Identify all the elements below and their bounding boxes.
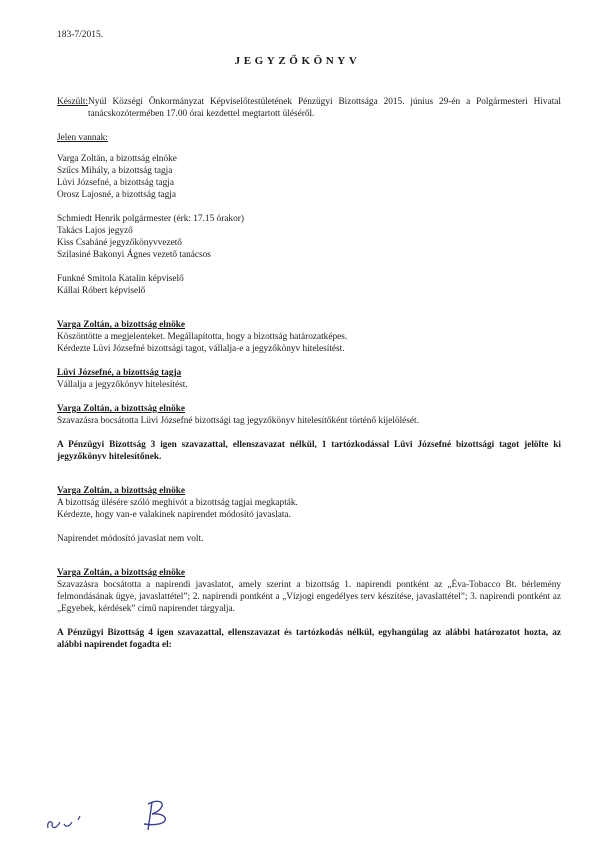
present-heading: Jelen vannak: bbox=[57, 133, 108, 143]
member-line: Szűcs Mihály, a bizottság tagja bbox=[57, 166, 173, 176]
agenda-note: Napirendet módosító javaslat nem volt. bbox=[57, 534, 204, 544]
representative-line: Kállai Róbert képviselő bbox=[57, 286, 146, 296]
intro-label: Készült: bbox=[57, 97, 88, 107]
speaker-heading: Varga Zoltán, a bizottság elnöke bbox=[57, 320, 186, 330]
speaker-heading: Varga Zoltán, a bizottság elnöke bbox=[57, 568, 186, 578]
member-line: Lüvi Józsefné, a bizottság tagja bbox=[57, 178, 174, 188]
agenda-proposal: Szavazásra bocsátotta a napirendi javaslatot, amely szerint a bizottság 1. napirendi pontként az „Éva-Tobacco Bt. bérlemény felmondásának ügye, javaslattétel”; 2. napirendi pontként a „Vízjogi engedélyes terv készítése, javaslattétel”; 3. napirendi pontként az „Egyebek, kérdések” című napirendet tárgyalja. bbox=[57, 580, 561, 614]
speaker-heading: Varga Zoltán, a bizottság elnöke bbox=[57, 404, 186, 414]
handwritten-initials-signature bbox=[40, 790, 190, 840]
speaker-heading: Varga Zoltán, a bizottság elnöke bbox=[57, 486, 186, 496]
member-line: Varga Zoltán, a bizottság elnöke bbox=[57, 154, 177, 164]
speech-line: Vállalja a jegyzőkönyv hitelesítést. bbox=[57, 380, 188, 390]
intro-text: Nyúl Községi Önkormányzat Képviselőtestületének Pénzügyi Bizottsága 2015. június 29-én a Polgármesteri Hivatal tanácskozótermében 17.00 órai kezdettel megtartott üléséről. bbox=[87, 97, 561, 119]
speaker-heading: Lüvi Józsefné, a bizottság tagja bbox=[57, 368, 182, 378]
representative-line: Funkné Smitola Katalin képviselő bbox=[57, 274, 184, 284]
document-body bbox=[57, 96, 561, 651]
document-reference-number: 183-7/2015. bbox=[57, 30, 104, 40]
official-line: Szilasiné Bakonyi Ágnes vezető tanácsos bbox=[57, 250, 211, 260]
speech-line: A bizottság ülésére szóló meghívót a bizottság tagjai megkapták. bbox=[57, 498, 298, 508]
document-title: JEGYZŐKÖNYV bbox=[234, 55, 361, 67]
intro-paragraph bbox=[57, 96, 561, 120]
official-line: Kiss Csabáné jegyzőkönyvvezető bbox=[57, 238, 182, 248]
official-line: Schmiedt Henrik polgármester (érk: 17.15 órakor) bbox=[57, 214, 244, 224]
member-line: Orosz Lajosné, a bizottság tagja bbox=[57, 190, 177, 200]
speech-line: Köszöntötte a megjelenteket. Megállapította, hogy a bizottság határozatképes. bbox=[57, 332, 348, 342]
decision-paragraph: A Pénzügyi Bizottság 4 igen szavazattal, ellenszavazat és tartózkodás nélkül, egyhangúlag az alábbi határozatot hozta, az alábbi napirendet fogadta el: bbox=[57, 628, 561, 650]
speech-line: Kérdezte, hogy van-e valakinek napirendet módosító javaslata. bbox=[57, 510, 291, 520]
official-line: Takács Lajos jegyző bbox=[57, 226, 133, 236]
speech-line: Szavazásra bocsátotta Lüvi Józsefné bizottsági tag jegyzőkönyv hitelesítőként történő kijelölését. bbox=[57, 416, 419, 426]
decision-paragraph: A Pénzügyi Bizottság 3 igen szavazattal, ellenszavazat nélkül, 1 tartózkodással Lüvi Józsefné bizottsági tagot jelölte ki jegyzőkönyv hitelesítőnek. bbox=[57, 440, 561, 462]
speech-line: Kérdezte Lüvi Józsefné bizottsági tagot, vállalja-e a jegyzőkönyv hitelesítést. bbox=[57, 344, 345, 354]
